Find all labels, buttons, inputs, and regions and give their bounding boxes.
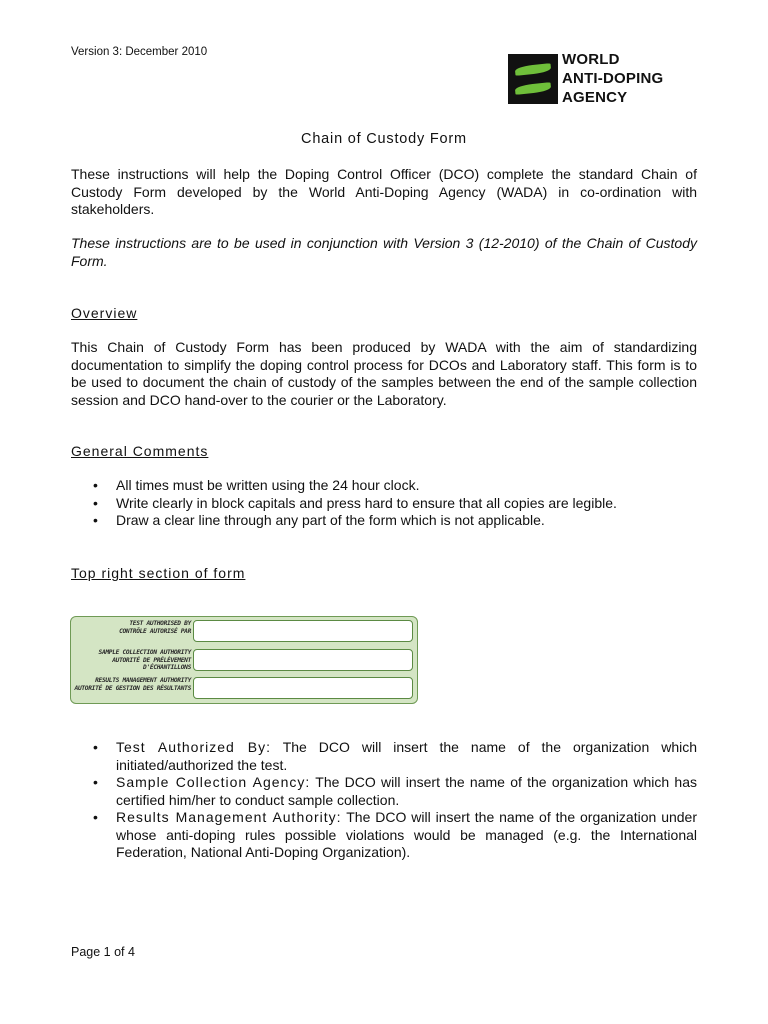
wada-logo (508, 50, 663, 107)
intro-note: These instructions are to be used in conjunction with Version 3 (12-2010) of the Chain of Custody Form. (71, 235, 697, 269)
document-title: Chain of Custody Form (301, 131, 467, 147)
logo-line-1: WORLD (562, 51, 620, 68)
form-row-sample-collection: SAMPLE COLLECTION AUTHORITY AUTORITÉ DE PRÉLÈVEMENT D'ÉCHANTILLONS (71, 647, 417, 674)
form-row-results-management: RESULTS MANAGEMENT AUTHORITY AUTORITÉ DE GESTION DES RÉSULTANTS (71, 675, 417, 702)
overview-heading: Overview (71, 305, 138, 321)
results-management-field (193, 677, 413, 699)
form-row-test-authorised: TEST AUTHORISED BY CONTRÔLE AUTORISÉ PAR (71, 618, 417, 645)
overview-paragraph: This Chain of Custody Form has been produced by WADA with the aim of standardizing documentation to simplify the doping control process for DCOs and Laboratory staff. This form is to be used to document the chain of custody of the samples between the end of the sample collection session and DCO hand-over to the courier or the Laboratory. (71, 339, 697, 408)
general-comments-heading: General Comments (71, 443, 209, 459)
wada-leaf-logo-icon (508, 54, 558, 104)
page-number: Page 1 of 4 (71, 945, 135, 959)
sample-collection-field (193, 649, 413, 671)
list-item: • Results Management Authority: The DCO will insert the name of the organization under whose anti-doping rules possible violations would be managed (e.g. the International Federation, National Anti-Doping Organization). (93, 809, 697, 860)
list-item: • All times must be written using the 24 hour clock. (93, 477, 420, 493)
top-right-section-heading: Top right section of form (71, 565, 246, 581)
logo-line-2: ANTI-DOPING (562, 70, 664, 87)
test-authorised-field (193, 620, 413, 642)
list-item: • Test Authorized By: The DCO will insert the name of the organization which initiated/authorized the test. (93, 739, 698, 773)
version-label: Version 3: December 2010 (71, 46, 208, 58)
top-right-list (71, 739, 697, 862)
logo-line-3: AGENCY (562, 89, 628, 106)
list-item: • Draw a clear line through any part of the form which is not applicable. (93, 512, 545, 528)
logo-text (562, 50, 663, 107)
general-comments-list (71, 477, 697, 530)
list-item: • Write clearly in block capitals and press hard to ensure that all copies are legible. (93, 494, 617, 511)
intro-paragraph: These instructions will help the Doping Control Officer (DCO) complete the standard Chain of Custody Form developed by the World Anti-Doping Agency (WADA) in co-ordination with stakeholders. (71, 166, 697, 217)
list-item: • Sample Collection Agency: The DCO will insert the name of the organization which has certified him/her to conduct sample collection. (93, 774, 697, 808)
form-excerpt-image (70, 616, 418, 704)
